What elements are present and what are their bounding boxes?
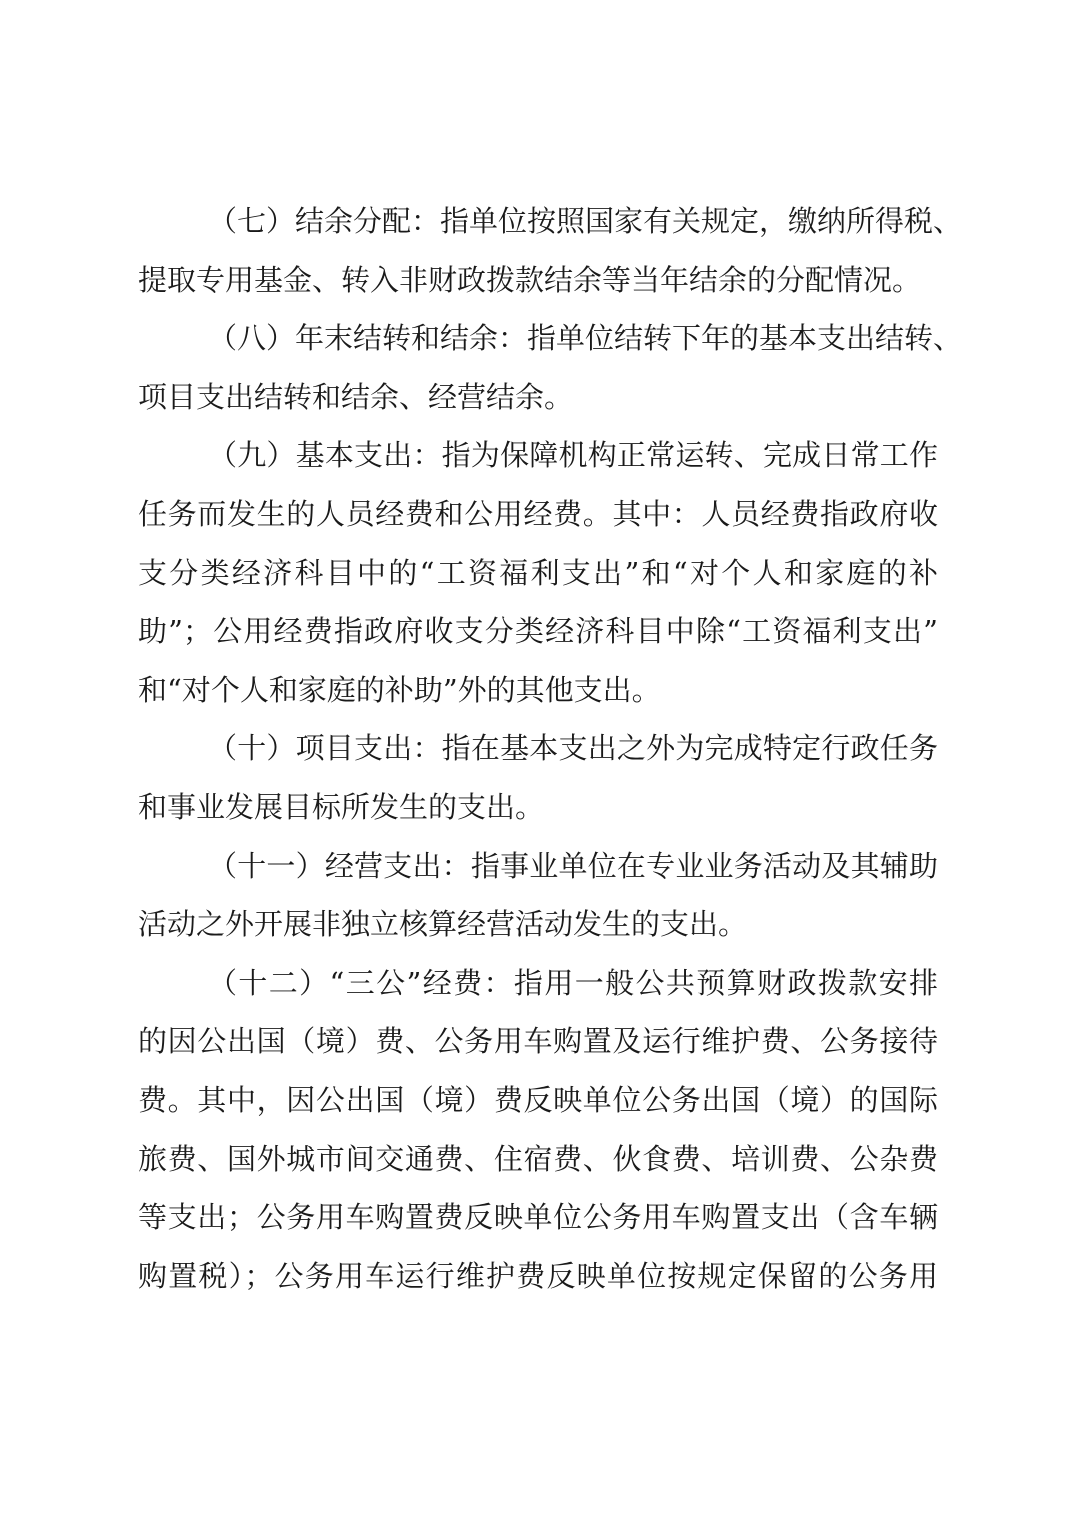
text-line: （九）基本支出：指为保障机构正常运转、完成日常工作 <box>208 438 938 473</box>
text-line: （十二）“三公”经费：指用一般公共预算财政拨款安排 <box>208 965 938 1000</box>
text-line: 的因公出国（境）费、公务用车购置及运行维护费、公务接待 <box>138 1024 938 1059</box>
text-line: 和事业发展目标所发生的支出。 <box>138 789 545 824</box>
text-line: （八）年末结转和结余：指单位结转下年的基本支出结转、 <box>208 321 963 356</box>
text-line: 支分类经济科目中的“工资福利支出”和“对个人和家庭的补 <box>138 555 938 590</box>
text-line: 活动之外开展非独立核算经营活动发生的支出。 <box>138 907 748 942</box>
text-line: 旅费、国外城市间交通费、住宿费、伙食费、培训费、公杂费 <box>138 1141 938 1176</box>
paragraph-three-public-expenses <box>138 954 938 1306</box>
text-line: 助”；公用经费指政府收支分类经济科目中除“工资福利支出” <box>138 614 938 649</box>
paragraph-basic-expenditure <box>138 426 938 719</box>
paragraph-year-end-balance <box>138 309 963 426</box>
text-line: （十一）经营支出：指事业单位在专业业务活动及其辅助 <box>208 848 938 883</box>
text-line: 等支出；公务用车购置费反映单位公务用车购置支出（含车辆 <box>138 1200 938 1235</box>
paragraph-balance-distribution <box>138 192 963 309</box>
text-line: 费。其中，因公出国（境）费反映单位公务出国（境）的国际 <box>138 1082 938 1117</box>
text-line: 购置税）；公务用车运行维护费反映单位按规定保留的公务用 <box>138 1258 938 1293</box>
paragraph-project-expenditure <box>138 719 938 836</box>
text-line: 提取专用基金、转入非财政拨款结余等当年结余的分配情况。 <box>138 262 922 297</box>
text-line: （七）结余分配：指单位按照国家有关规定，缴纳所得税、 <box>208 204 963 238</box>
text-line: （十）项目支出：指在基本支出之外为完成特定行政任务 <box>208 731 938 766</box>
document-body <box>138 192 963 1305</box>
paragraph-operating-expenditure <box>138 837 938 954</box>
text-line: 和“对个人和家庭的补助”外的其他支出。 <box>138 672 661 707</box>
text-line: 任务而发生的人员经费和公用经费。其中：人员经费指政府收 <box>138 496 938 531</box>
text-line: 项目支出结转和结余、经营结余。 <box>138 379 574 414</box>
